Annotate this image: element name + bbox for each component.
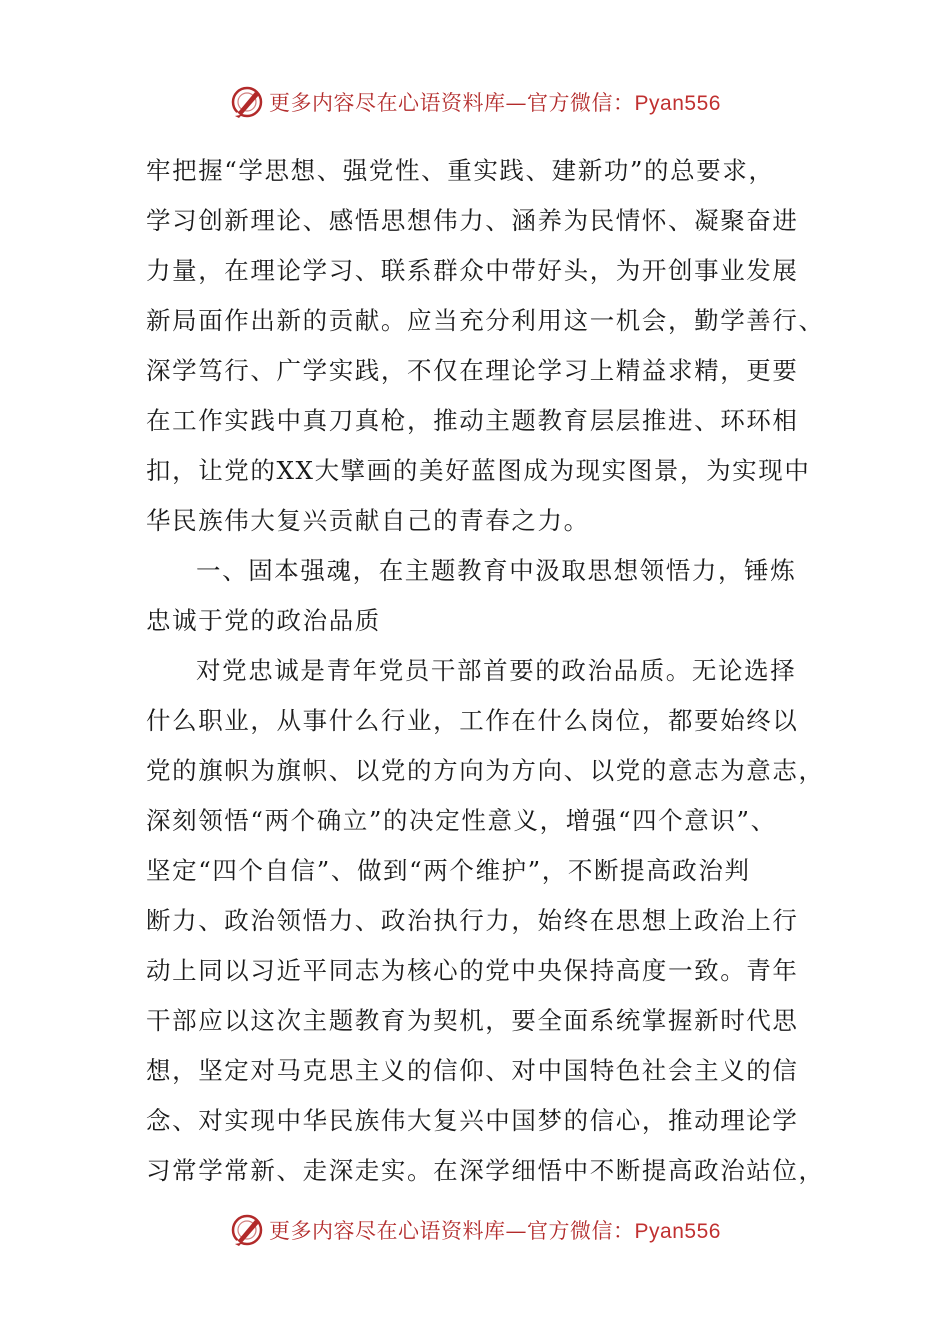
- text-line: 在工作实践中真刀真枪，推动主题教育层层推进、环环相: [146, 406, 799, 435]
- text-line: 学习创新理论、感悟思想伟力、涵养为民情怀、凝聚奋进: [146, 206, 799, 235]
- pen-logo-icon: [229, 84, 265, 120]
- text-line: 牢把握“学思想、强党性、重实践、建新功”的总要求，: [146, 156, 775, 185]
- text-line: 扣，让党的XX大擘画的美好蓝图成为现实图景，为实现中: [146, 456, 811, 485]
- wechat-id: Pyan556: [634, 1220, 721, 1243]
- text-line: 什么职业，从事什么行业，工作在什么岗位，都要始终以: [146, 706, 799, 735]
- text-line: 深刻领悟“两个确立”的决定性意义，增强“四个意识”、: [146, 806, 777, 835]
- text-line: 力量，在理论学习、联系群众中带好头，为开创事业发展: [146, 256, 799, 285]
- text-line: 动上同以习近平同志为核心的党中央保持高度一致。青年: [146, 956, 799, 985]
- footer-watermark: [0, 1210, 950, 1250]
- text-line: 干部应以这次主题教育为契机，要全面系统掌握新时代思: [146, 1006, 799, 1035]
- text-line: 新局面作出新的贡献。应当充分利用这一机会，勤学善行、: [146, 306, 825, 335]
- watermark-text: 更多内容尽在心语资料库—官方微信：Pyan556: [269, 91, 721, 115]
- wechat-id: Pyan556: [634, 92, 721, 115]
- section-heading-continued: 忠诚于党的政治品质: [146, 606, 381, 635]
- section-heading: 一、固本强魂，在主题教育中汲取思想领悟力，锤炼: [196, 556, 797, 585]
- watermark-text: 更多内容尽在心语资料库—官方微信：Pyan556: [269, 1219, 721, 1243]
- document-body: [146, 146, 825, 1196]
- text-line: 深学笃行、广学实践，不仅在理论学习上精益求精，更要: [146, 356, 799, 385]
- text-line: 想，坚定对马克思主义的信仰、对中国特色社会主义的信: [146, 1056, 799, 1085]
- header-watermark: [0, 82, 950, 122]
- text-line: 党的旗帜为旗帜、以党的方向为方向、以党的意志为意志，: [146, 756, 825, 785]
- pen-logo-icon: [229, 1212, 265, 1248]
- text-line: 华民族伟大复兴贡献自己的青春之力。: [146, 506, 590, 535]
- text-line: 对党忠诚是青年党员干部首要的政治品质。无论选择: [196, 656, 797, 685]
- text-line: 断力、政治领悟力、政治执行力，始终在思想上政治上行: [146, 906, 799, 935]
- text-line: 习常学常新、走深走实。在深学细悟中不断提高政治站位，: [146, 1156, 825, 1185]
- text-line: 坚定“四个自信”、做到“两个维护”，不断提高政治判: [146, 856, 751, 885]
- text-line: 念、对实现中华民族伟大复兴中国梦的信心，推动理论学: [146, 1106, 799, 1135]
